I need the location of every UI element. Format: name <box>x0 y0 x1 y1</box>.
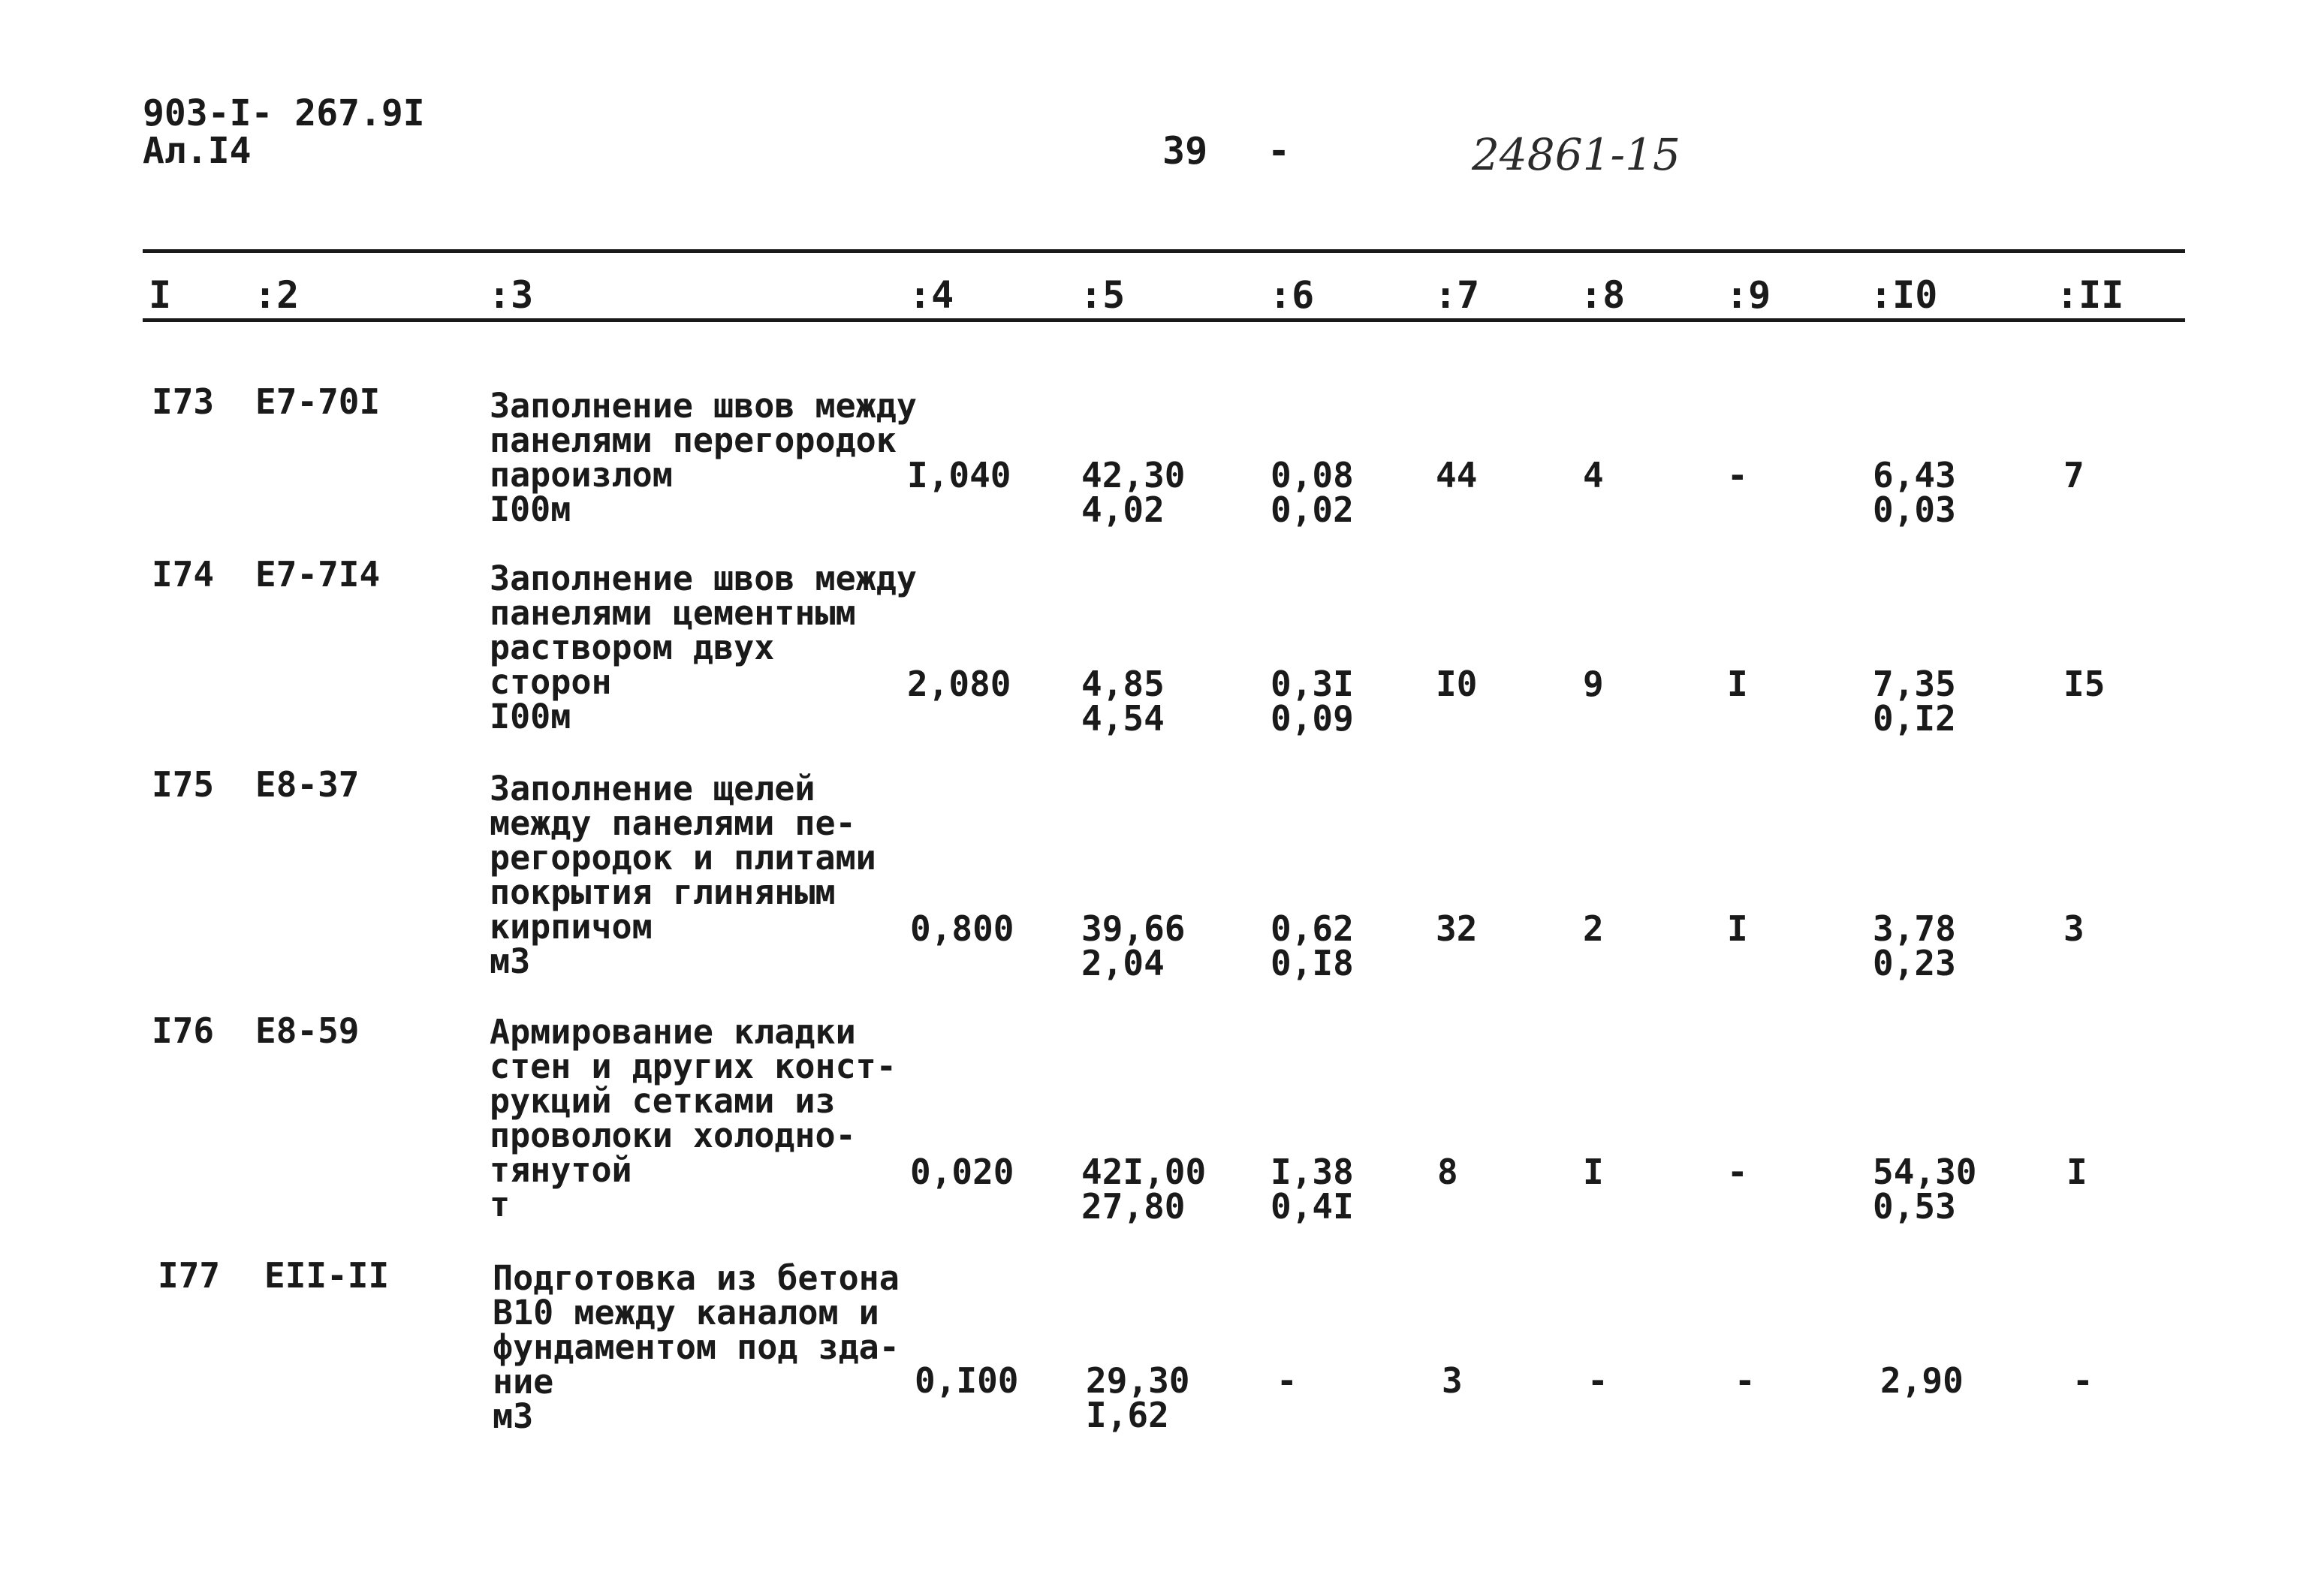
column-9-value: I <box>1727 664 1748 704</box>
value-bottom: 4,54 <box>1081 698 1165 739</box>
norm-code: Е8-59 <box>255 1010 360 1051</box>
description-unit: I00м <box>490 697 571 736</box>
quantity: 0,I00 <box>915 1360 1019 1401</box>
description-line: панелями перегородок <box>490 420 897 460</box>
work-description <box>490 559 917 736</box>
description-line: Армирование кладки <box>490 1012 856 1052</box>
column-10-pair <box>1873 664 1956 739</box>
labor-pair <box>1271 908 1354 983</box>
value-top: I,38 <box>1271 1152 1354 1192</box>
column-header-5: :5 <box>1080 273 1126 317</box>
column-header-10: :I0 <box>1870 273 1938 317</box>
column-11-value: I5 <box>2063 664 2106 704</box>
labor-pair <box>1271 1152 1354 1227</box>
value-bottom: I,62 <box>1086 1395 1169 1435</box>
column-8-value: I <box>1583 1152 1604 1192</box>
unit-cost-pair <box>1081 1152 1207 1227</box>
row-number: I74 <box>152 554 215 595</box>
description-line: сторон <box>490 662 612 702</box>
column-8-value: - <box>1587 1360 1608 1401</box>
handwritten-inventory-number: 24861-15 <box>1472 129 1681 180</box>
row-number: I73 <box>152 381 215 422</box>
norm-code: Е7-70I <box>255 381 381 422</box>
column-header-9: :9 <box>1726 273 1771 317</box>
value-bottom: 0,09 <box>1271 698 1354 739</box>
column-11-value: 7 <box>2063 455 2084 495</box>
unit-cost-pair <box>1086 1360 1190 1435</box>
description-line: проволоки холодно- <box>490 1116 856 1155</box>
column-7-value: 32 <box>1436 908 1478 949</box>
quantity: 0,800 <box>910 908 1014 949</box>
row-number: I75 <box>152 764 215 805</box>
quantity: 0,020 <box>910 1152 1014 1192</box>
description-line: Заполнение швов между <box>490 559 917 598</box>
description-line: раствором двух <box>490 628 775 667</box>
column-header-6: :6 <box>1269 273 1315 317</box>
column-10-value: 2,90 <box>1880 1360 1964 1401</box>
description-line: регородок и плитами <box>490 838 876 878</box>
column-header-3: :3 <box>488 273 534 317</box>
description-line: фундаментом под зда- <box>493 1327 900 1367</box>
column-9-value: I <box>1727 908 1748 949</box>
value-top: 0,62 <box>1271 908 1354 949</box>
value-bottom: 27,80 <box>1081 1186 1186 1227</box>
row-number: I77 <box>158 1255 221 1296</box>
column-7-value: 8 <box>1437 1152 1458 1192</box>
unit-cost-pair <box>1081 455 1186 530</box>
value-bottom: 0,23 <box>1873 943 1956 983</box>
column-header-8: :8 <box>1580 273 1626 317</box>
description-line: В10 между каналом и <box>493 1293 879 1333</box>
description-line: покрытия глиняным <box>490 872 836 912</box>
header-dash: - <box>1268 129 1291 173</box>
row-number: I76 <box>152 1010 215 1051</box>
value-top: 54,30 <box>1873 1152 1977 1192</box>
description-unit: I00м <box>490 489 571 529</box>
column-8-value: 9 <box>1583 664 1604 704</box>
value-top: 39,66 <box>1081 908 1186 949</box>
column-9-value: - <box>1727 1152 1748 1192</box>
description-unit: м3 <box>493 1396 534 1436</box>
value-bottom: 0,I8 <box>1271 943 1354 983</box>
value-bottom: 0,53 <box>1873 1186 1956 1227</box>
value-bottom: 0,02 <box>1271 489 1354 530</box>
column-10-pair <box>1873 908 1956 983</box>
value-top: 3,78 <box>1873 908 1956 949</box>
work-description <box>490 1012 897 1224</box>
column-11-value: I <box>2066 1152 2087 1192</box>
value-bottom: 2,04 <box>1081 943 1165 983</box>
column-10-pair <box>1873 455 1956 530</box>
column-11-value: - <box>2072 1360 2093 1401</box>
column-header-4: :4 <box>909 273 954 317</box>
description-line: панелями цементным <box>490 593 856 633</box>
quantity: 2,080 <box>907 664 1011 704</box>
column-9-value: - <box>1727 455 1748 495</box>
column-header-11: :II <box>2056 273 2124 317</box>
description-line: ние <box>493 1362 554 1402</box>
norm-code: ЕII-II <box>264 1255 390 1296</box>
description-unit: м3 <box>490 941 531 981</box>
description-line: пароизлом <box>490 455 673 495</box>
column-header-7: :7 <box>1434 273 1480 317</box>
value-top: 7,35 <box>1873 664 1956 704</box>
description-line: стен и других конст- <box>490 1046 897 1086</box>
value-top: 42,30 <box>1081 455 1186 495</box>
album-number: Ал.I4 <box>143 130 252 172</box>
labor-pair <box>1271 455 1354 530</box>
column-header-1: I <box>149 273 172 317</box>
norm-code: Е7-7I4 <box>255 554 381 595</box>
labor-value: - <box>1277 1360 1298 1401</box>
column-7-value: I0 <box>1436 664 1478 704</box>
column-11-value: 3 <box>2063 908 2084 949</box>
column-8-value: 4 <box>1583 455 1604 495</box>
value-bottom: 4,02 <box>1081 489 1165 530</box>
description-line: Заполнение швов между <box>490 386 917 426</box>
value-top: 0,08 <box>1271 455 1354 495</box>
unit-cost-pair <box>1081 664 1165 739</box>
value-bottom: 0,I2 <box>1873 698 1956 739</box>
column-header-2: :2 <box>254 273 300 317</box>
work-description <box>490 769 876 981</box>
description-line: кирпичом <box>490 907 653 947</box>
labor-pair <box>1271 664 1354 739</box>
value-top: 29,30 <box>1086 1360 1190 1401</box>
description-line: Подготовка из бетона <box>493 1258 900 1298</box>
description-line: тянутой <box>490 1150 632 1190</box>
description-line: между панелями пе- <box>490 803 856 843</box>
description-line: Заполнение щелей <box>490 769 815 809</box>
value-top: 0,3I <box>1271 664 1354 704</box>
table-header-rule <box>143 318 2185 322</box>
norm-code: Е8-37 <box>255 764 360 805</box>
value-bottom: 0,03 <box>1873 489 1956 530</box>
value-bottom: 0,4I <box>1271 1186 1354 1227</box>
column-7-value: 44 <box>1436 455 1478 495</box>
value-top: 42I,00 <box>1081 1152 1207 1192</box>
description-line: рукций сетками из <box>490 1081 836 1121</box>
work-description <box>493 1258 900 1436</box>
column-9-value: - <box>1735 1360 1756 1401</box>
column-10-pair <box>1873 1152 1977 1227</box>
description-unit: т <box>490 1185 511 1224</box>
column-8-value: 2 <box>1583 908 1604 949</box>
value-top: 6,43 <box>1873 455 1956 495</box>
work-description <box>490 386 917 529</box>
value-top: 4,85 <box>1081 664 1165 704</box>
column-7-value: 3 <box>1442 1360 1463 1401</box>
unit-cost-pair <box>1081 908 1186 983</box>
document-code: 903-I- 267.9I <box>143 92 425 134</box>
quantity: I,040 <box>907 455 1011 495</box>
table-top-rule <box>143 249 2185 253</box>
page-number: 39 <box>1162 129 1208 173</box>
